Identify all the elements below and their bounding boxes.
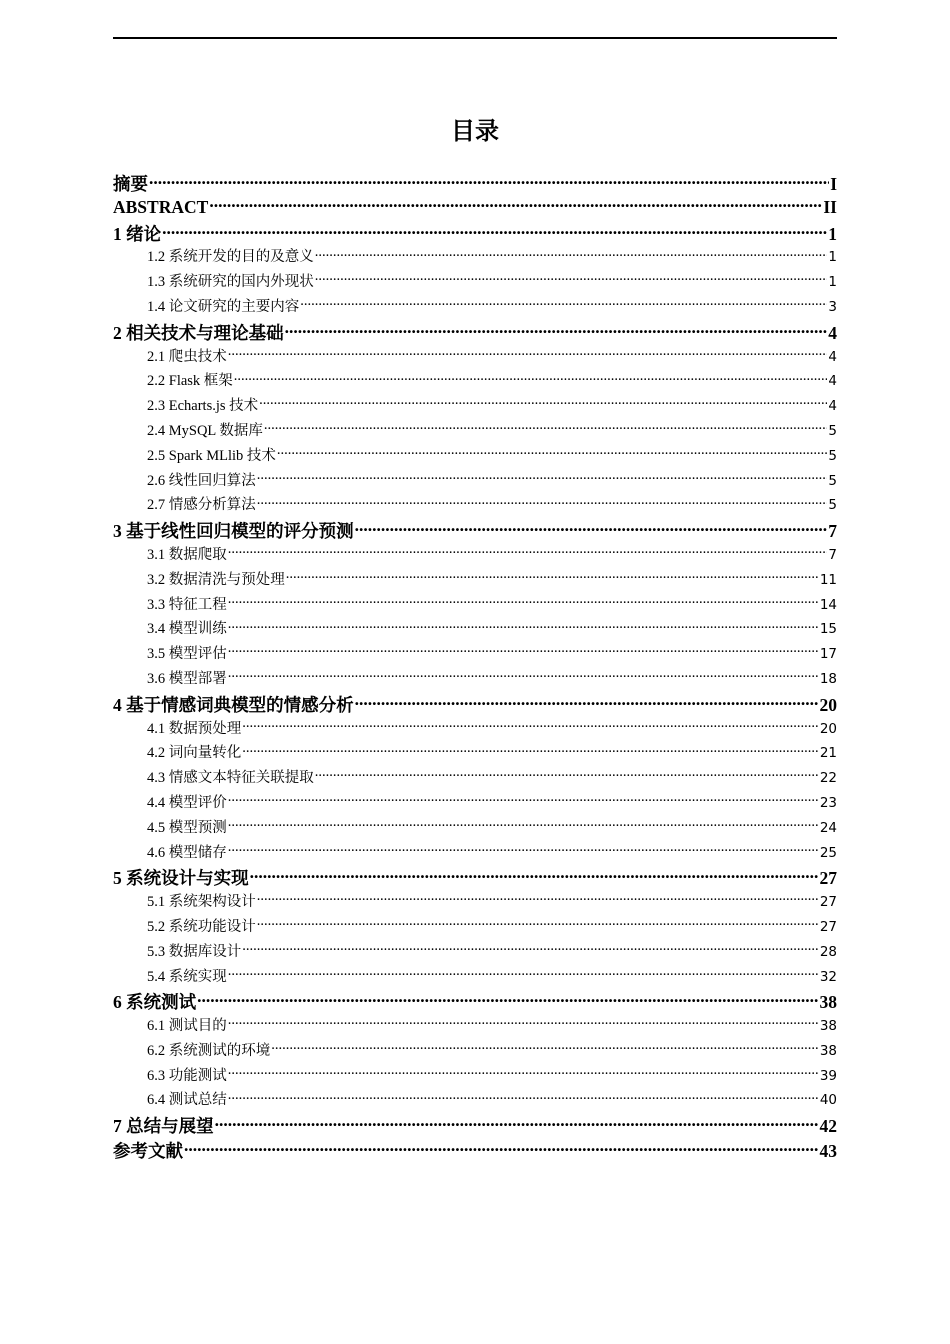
toc-dot-leader	[184, 1140, 819, 1158]
toc-chapter-entry[interactable]	[113, 1138, 837, 1163]
toc-dot-leader	[242, 718, 819, 733]
toc-entry-label: 3.4 模型训练	[147, 621, 227, 638]
toc-entry-label: 7 总结与展望	[113, 1116, 214, 1137]
toc-section-entry[interactable]	[113, 617, 837, 642]
toc-entry-page-number: 17	[819, 646, 837, 663]
toc-dot-leader	[257, 916, 819, 931]
toc-dot-leader	[300, 296, 827, 311]
toc-section-entry[interactable]	[113, 741, 837, 766]
toc-section-entry[interactable]	[113, 1088, 837, 1113]
toc-entry-page-number: 11	[819, 571, 837, 588]
toc-dot-leader	[162, 222, 827, 240]
toc-section-entry[interactable]	[113, 419, 837, 444]
toc-entry-page-number: 4	[828, 322, 837, 343]
toc-section-entry[interactable]	[113, 568, 837, 593]
toc-entry-label: 5 系统设计与实现	[113, 868, 249, 889]
toc-entry-page-number: 39	[819, 1067, 837, 1084]
toc-chapter-entry[interactable]	[113, 171, 837, 196]
toc-entry-page-number: 1	[828, 274, 837, 291]
toc-entry-label: 2.3 Echarts.js 技术	[147, 398, 259, 415]
toc-entry-label: 5.3 数据库设计	[147, 943, 242, 960]
toc-section-entry[interactable]	[113, 965, 837, 990]
toc-entry-label: 5.4 系统实现	[147, 968, 227, 985]
toc-title: 目录	[451, 117, 499, 145]
toc-section-entry[interactable]	[113, 816, 837, 841]
toc-entry-page-number: II	[823, 197, 837, 218]
toc-dot-leader	[355, 693, 819, 711]
toc-entry-page-number: 18	[819, 670, 837, 687]
toc-section-entry[interactable]	[113, 345, 837, 370]
toc-section-entry[interactable]	[113, 841, 837, 866]
toc-chapter-entry[interactable]	[113, 221, 837, 246]
toc-entry-label: ABSTRACT	[113, 197, 209, 218]
toc-section-entry[interactable]	[113, 766, 837, 791]
toc-dot-leader	[242, 743, 819, 758]
toc-entry-label: 4.4 模型评价	[147, 794, 227, 811]
toc-entry-page-number: 3	[828, 298, 837, 315]
toc-entry-page-number: 4	[828, 398, 837, 415]
toc-entry-label: 3.6 模型部署	[147, 670, 227, 687]
toc-entry-page-number: 4	[828, 373, 837, 390]
toc-dot-leader	[228, 966, 819, 981]
toc-entry-label: 1 绪论	[113, 223, 162, 244]
toc-section-entry[interactable]	[113, 890, 837, 915]
toc-chapter-entry[interactable]	[113, 865, 837, 890]
toc-chapter-entry[interactable]	[113, 1113, 837, 1138]
toc-section-entry[interactable]	[113, 469, 837, 494]
toc-section-entry[interactable]	[113, 369, 837, 394]
toc-dot-leader	[228, 594, 819, 609]
toc-entry-page-number: 5	[828, 422, 837, 439]
toc-section-entry[interactable]	[113, 791, 837, 816]
toc-section-entry[interactable]	[113, 444, 837, 469]
toc-section-entry[interactable]	[113, 1064, 837, 1089]
toc-entry-label: 4.1 数据预处理	[147, 720, 242, 737]
toc-entry-label: 3.3 特征工程	[147, 596, 227, 613]
toc-dot-leader	[228, 544, 828, 559]
toc-dot-leader	[228, 792, 819, 807]
toc-dot-leader	[228, 644, 819, 659]
toc-entry-label: 6 系统测试	[113, 992, 197, 1013]
toc-dot-leader	[228, 1090, 819, 1105]
toc-entry-label: 2.5 Spark MLlib 技术	[147, 447, 276, 464]
toc-entry-page-number: 20	[819, 720, 837, 737]
toc-section-entry[interactable]	[113, 593, 837, 618]
toc-entry-page-number: 1	[828, 249, 837, 266]
toc-entry-page-number: 38	[819, 1018, 837, 1035]
toc-entry-page-number: 38	[819, 1042, 837, 1059]
toc-entry-page-number: 27	[819, 918, 837, 935]
toc-section-entry[interactable]	[113, 543, 837, 568]
toc-entry-page-number: 7	[828, 546, 837, 563]
toc-entry-label: 2 相关技术与理论基础	[113, 322, 284, 343]
toc-dot-leader	[197, 991, 818, 1009]
toc-dot-leader	[228, 668, 819, 683]
toc-section-entry[interactable]	[113, 493, 837, 518]
toc-entry-label: 4.2 词向量转化	[147, 745, 242, 762]
toc-dot-leader	[257, 495, 828, 510]
toc-entry-page-number: 25	[819, 844, 837, 861]
toc-entry-page-number: 20	[819, 694, 837, 715]
toc-entry-page-number: 43	[819, 1141, 837, 1162]
toc-section-entry[interactable]	[113, 667, 837, 692]
toc-entry-page-number: 24	[819, 819, 837, 836]
toc-entry-page-number: 5	[828, 497, 837, 514]
toc-dot-leader	[149, 173, 829, 191]
toc-entry-page-number: 7	[828, 521, 837, 542]
toc-dot-leader	[286, 569, 819, 584]
toc-dot-leader	[257, 470, 828, 485]
toc-entry-label: 2.1 爬虫技术	[147, 348, 227, 365]
toc-entry-label: 3.5 模型评估	[147, 646, 227, 663]
toc-dot-leader	[228, 842, 819, 857]
toc-dot-leader	[228, 1016, 819, 1031]
toc-section-entry[interactable]	[113, 1039, 837, 1064]
toc-entry-label: 2.7 情感分析算法	[147, 497, 256, 514]
toc-section-entry[interactable]	[113, 295, 837, 320]
toc-section-entry[interactable]	[113, 394, 837, 419]
toc-entry-label: 3.1 数据爬取	[147, 546, 227, 563]
toc-dot-leader	[285, 321, 828, 339]
toc-section-entry[interactable]	[113, 1014, 837, 1039]
toc-entry-page-number: 14	[819, 596, 837, 613]
toc-entry-page-number: 15	[819, 621, 837, 638]
toc-section-entry[interactable]	[113, 915, 837, 940]
toc-entry-label: 1.3 系统研究的国内外现状	[147, 274, 314, 291]
toc-entry-label: 1.4 论文研究的主要内容	[147, 298, 300, 315]
toc-entry-label: 6.1 测试目的	[147, 1018, 227, 1035]
toc-entry-page-number: 23	[819, 794, 837, 811]
toc-chapter-entry[interactable]	[113, 518, 837, 543]
toc-entry-label: 1.2 系统开发的目的及意义	[147, 249, 314, 266]
toc-entry-page-number: 5	[828, 472, 837, 489]
toc-dot-leader	[264, 420, 828, 435]
toc-dot-leader	[242, 941, 819, 956]
toc-entry-page-number: 40	[819, 1092, 837, 1109]
toc-dot-leader	[277, 445, 828, 460]
toc-chapter-entry[interactable]	[113, 692, 837, 717]
toc-section-entry[interactable]	[113, 717, 837, 742]
toc-entry-label: 3 基于线性回归模型的评分预测	[113, 521, 354, 542]
toc-entry-page-number: 5	[828, 447, 837, 464]
header-rule	[113, 37, 837, 39]
toc-entry-page-number: 21	[819, 745, 837, 762]
toc-dot-leader	[215, 1115, 819, 1133]
toc-entry-label: 4.5 模型预测	[147, 819, 227, 836]
toc-section-entry[interactable]	[113, 940, 837, 965]
toc-dot-leader	[209, 196, 822, 214]
toc-section-entry[interactable]	[113, 245, 837, 270]
toc-entry-label: 4 基于情感词典模型的情感分析	[113, 694, 354, 715]
toc-entry-page-number: 27	[819, 894, 837, 911]
toc-entry-page-number: 32	[819, 968, 837, 985]
toc-entry-label: 3.2 数据清洗与预处理	[147, 571, 285, 588]
toc-dot-leader	[228, 346, 828, 361]
toc-dot-leader	[315, 272, 828, 287]
toc-dot-leader	[271, 1040, 819, 1055]
toc-entry-label: 5.2 系统功能设计	[147, 918, 256, 935]
toc-entry-page-number: 4	[828, 348, 837, 365]
toc-section-entry[interactable]	[113, 642, 837, 667]
toc-entry-page-number: 27	[819, 868, 837, 889]
toc-chapter-entry[interactable]	[113, 196, 837, 221]
toc-entry-label: 2.4 MySQL 数据库	[147, 422, 263, 439]
toc-entry-label: 6.4 测试总结	[147, 1092, 227, 1109]
toc-dot-leader	[228, 817, 819, 832]
toc-section-entry[interactable]	[113, 270, 837, 295]
toc-dot-leader	[355, 520, 828, 538]
table-of-contents	[113, 171, 837, 1163]
toc-entry-page-number: 22	[819, 770, 837, 787]
toc-entry-page-number: 28	[819, 943, 837, 960]
toc-entry-page-number: 38	[819, 992, 837, 1013]
toc-entry-page-number: 42	[819, 1116, 837, 1137]
toc-dot-leader	[315, 768, 819, 783]
toc-entry-page-number: 1	[828, 223, 837, 244]
toc-dot-leader	[315, 247, 828, 262]
toc-dot-leader	[257, 892, 819, 907]
toc-entry-label: 5.1 系统架构设计	[147, 894, 256, 911]
toc-entry-label: 参考文献	[113, 1141, 183, 1162]
toc-entry-label: 4.3 情感文本特征关联提取	[147, 770, 314, 787]
toc-dot-leader	[234, 371, 828, 386]
toc-chapter-entry[interactable]	[113, 989, 837, 1014]
toc-chapter-entry[interactable]	[113, 320, 837, 345]
toc-dot-leader	[250, 867, 819, 885]
toc-entry-label: 2.2 Flask 框架	[147, 373, 233, 390]
toc-entry-label: 6.2 系统测试的环境	[147, 1042, 271, 1059]
toc-entry-label: 2.6 线性回归算法	[147, 472, 256, 489]
toc-dot-leader	[259, 396, 827, 411]
toc-entry-label: 摘要	[113, 174, 148, 194]
toc-entry-label: 6.3 功能测试	[147, 1067, 227, 1084]
toc-dot-leader	[228, 1065, 819, 1080]
toc-dot-leader	[228, 619, 819, 634]
toc-entry-page-number: I	[830, 174, 837, 194]
toc-entry-label: 4.6 模型储存	[147, 844, 227, 861]
